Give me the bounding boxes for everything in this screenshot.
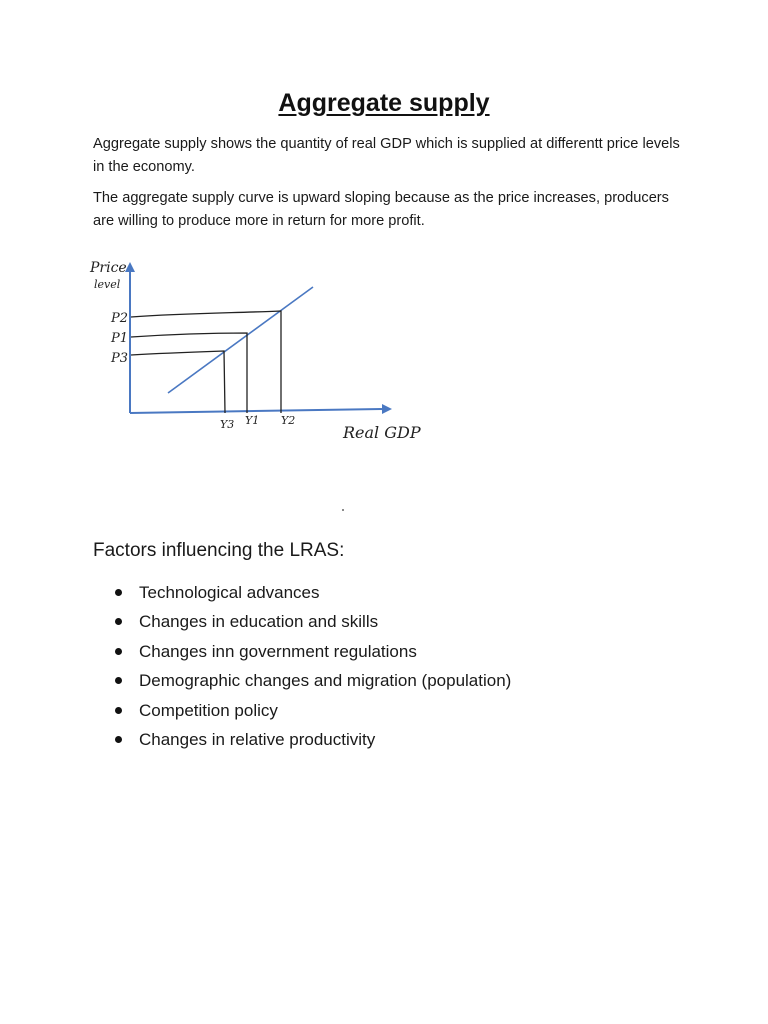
quantity-label-y3: Y3 bbox=[220, 418, 235, 431]
p1-guide-line bbox=[131, 333, 247, 413]
list-item-text: Competition policy bbox=[139, 700, 278, 720]
x-axis-arrow bbox=[382, 404, 392, 414]
x-axis bbox=[130, 409, 385, 413]
bullet-icon bbox=[115, 589, 122, 596]
list-item bbox=[115, 725, 511, 754]
bullet-icon bbox=[115, 677, 122, 684]
list-item bbox=[115, 696, 511, 725]
factors-heading: Factors influencing the LRAS: bbox=[93, 540, 345, 561]
explanation-paragraph: The aggregate supply curve is upward sloping because as the price increases, producers are willing to produce more in return for more profit. bbox=[93, 190, 669, 229]
factors-list bbox=[115, 578, 511, 754]
list-item bbox=[115, 666, 511, 695]
list-item-text: Technological advances bbox=[139, 583, 320, 602]
list-item-text: Changes in relative productivity bbox=[139, 729, 376, 749]
y-axis-label-price: Price bbox=[90, 260, 127, 276]
y-axis-label-level: level bbox=[94, 278, 121, 291]
quantity-label-y1: Y1 bbox=[245, 414, 260, 427]
price-label-p3: P3 bbox=[111, 351, 129, 366]
aggregate-supply-curve bbox=[168, 287, 313, 393]
quantity-label-y2: Y2 bbox=[281, 414, 296, 427]
list-item-text: Changes inn government regulations bbox=[139, 641, 417, 661]
bullet-icon bbox=[115, 648, 122, 655]
list-item bbox=[115, 607, 511, 636]
definition-paragraph: Aggregate supply shows the quantity of real GDP which is supplied at differentt price levels in the economy. bbox=[93, 136, 680, 175]
page-title: Aggregate supply bbox=[278, 89, 490, 117]
bullet-icon bbox=[115, 736, 122, 743]
list-item-text: Changes in education and skills bbox=[139, 612, 379, 632]
stray-dot bbox=[342, 509, 344, 511]
price-label-p1: P1 bbox=[111, 331, 129, 346]
list-item bbox=[115, 578, 511, 607]
list-item bbox=[115, 637, 511, 666]
bullet-icon bbox=[115, 618, 122, 625]
list-item-text: Demographic changes and migration (population) bbox=[139, 671, 512, 691]
bullet-icon bbox=[115, 707, 122, 714]
price-label-p2: P2 bbox=[111, 311, 129, 326]
p3-guide-line bbox=[131, 351, 225, 413]
x-axis-label: Real GDP bbox=[343, 423, 421, 442]
aggregate-supply-diagram bbox=[85, 250, 445, 450]
